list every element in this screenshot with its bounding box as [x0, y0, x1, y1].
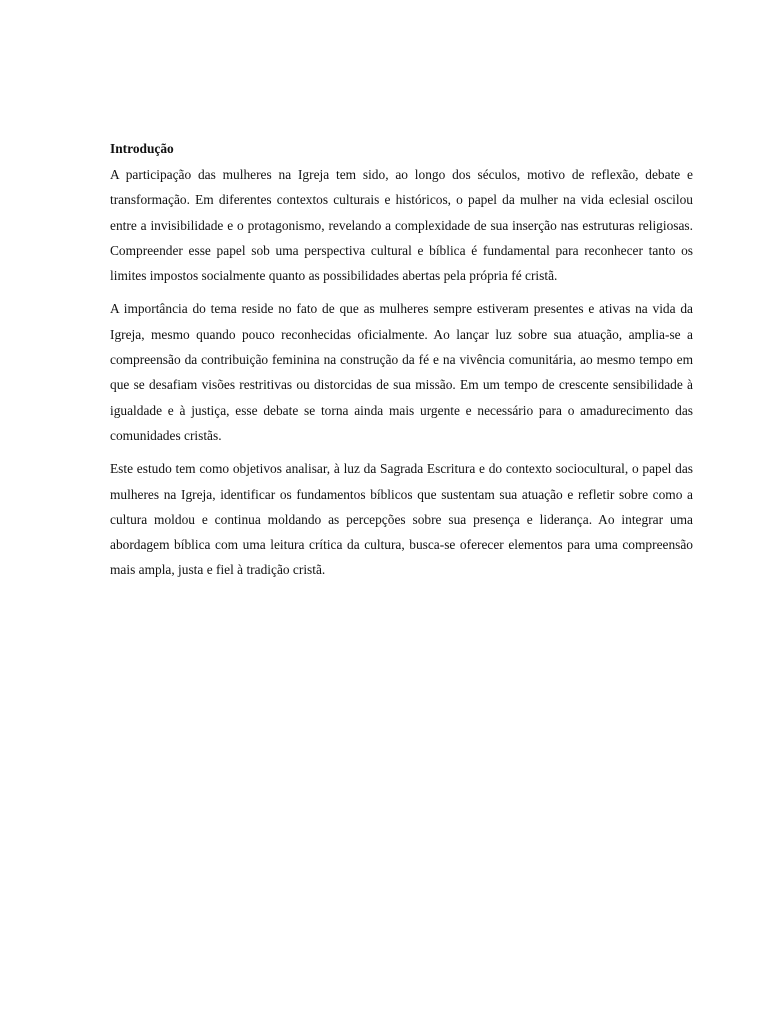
paragraph-2: A importância do tema reside no fato de que as mulheres sempre estiveram presentes e ativas na vida da Igreja, mesmo quando pouco reconhecidas oficialmente. Ao lançar luz sobre sua atuação, amplia-se a compreensão da contribuição feminina na construção da fé e na vivência comunitária, ao mesmo tempo em que se desafiam visões restritivas ou distorcidas de sua missão. Em um tempo de crescente sensibilidade à igualdade e à justiça, esse debate se torna ainda mais urgente e necessário para o amadurecimento das comunidades cristãs. [110, 301, 693, 443]
document-body [110, 139, 693, 591]
section-heading: Introdução [110, 141, 174, 156]
paragraph-1: A participação das mulheres na Igreja tem sido, ao longo dos séculos, motivo de reflexão, debate e transformação. Em diferentes contextos culturais e históricos, o papel da mulher na vida eclesial oscilou entre a invisibilidade e o protagonismo, revelando a complexidade de sua inserção nas estruturas religiosas. Compreender esse papel sob uma perspectiva cultural e bíblica é fundamental para reconhecer tanto os limites impostos socialmente quanto as possibilidades abertas pela própria fé cristã. [110, 167, 693, 284]
paragraph-3: Este estudo tem como objetivos analisar, à luz da Sagrada Escritura e do contexto sociocultural, o papel das mulheres na Igreja, identificar os fundamentos bíblicos que sustentam sua atuação e refletir sobre como a cultura moldou e continua moldando as percepções sobre sua presença e liderança. Ao integrar uma abordagem bíblica com uma leitura crítica da cultura, busca-se oferecer elementos para uma compreensão mais ampla, justa e fiel à tradição cristã. [110, 461, 693, 578]
